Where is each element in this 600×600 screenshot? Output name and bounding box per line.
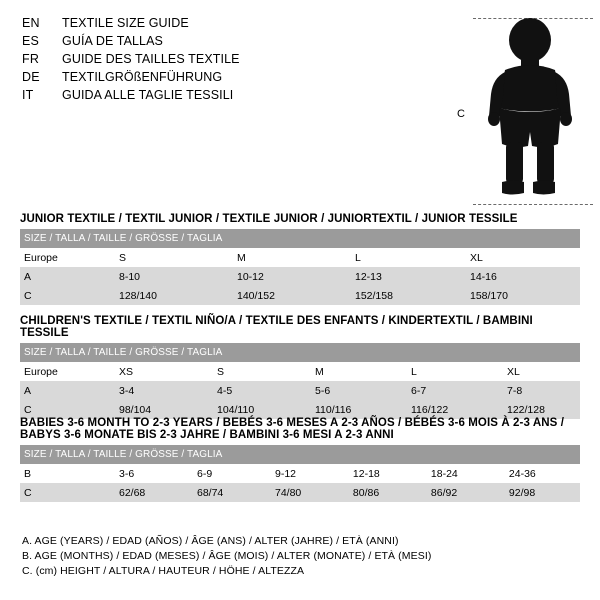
row-label: C [20,286,115,305]
language-code: ES [22,34,40,48]
section-childrens-textile [20,315,580,419]
legend-block [22,534,582,579]
row-label: A [20,267,115,286]
cell: XS [115,362,213,381]
table-row [20,248,580,267]
cell: 98/104 [115,400,213,419]
cell: 122/128 [503,400,580,419]
size-table-children [20,343,580,419]
language-title: GUIDE DES TAILLES TEXTILE [62,52,240,66]
cell: 12-18 [349,464,427,483]
cell: 152/158 [351,286,466,305]
cell: 5-6 [311,381,407,400]
cell: L [351,248,466,267]
row-label: Europe [20,248,115,267]
cell: 74/80 [271,483,349,502]
size-table-junior [20,229,580,305]
row-label: B [20,464,115,483]
language-code: DE [22,70,40,84]
cell: 24-36 [505,464,580,483]
cell: XL [466,248,580,267]
language-title: GUÍA DE TALLAS [62,34,163,48]
cell: S [115,248,233,267]
language-row [22,68,442,86]
cell: 7-8 [503,381,580,400]
cell: 4-5 [213,381,311,400]
language-title: TEXTILGRÖßENFÜHRUNG [62,70,223,84]
cell: 62/68 [115,483,193,502]
cell: 6-9 [193,464,271,483]
cell: L [407,362,503,381]
table-header-label: SIZE / TALLA / TAILLE / GRÖSSE / TAGLIA [20,445,580,464]
row-label: Europe [20,362,115,381]
table-header-row [20,445,580,464]
section-title: JUNIOR TEXTILE / TEXTIL JUNIOR / TEXTILE JUNIOR / JUNIORTEXTIL / JUNIOR TESSILE [20,213,518,225]
section-junior-textile [20,213,580,305]
language-title-block [22,14,442,104]
table-header-row [20,229,580,248]
section-title: CHILDREN'S TEXTILE / TEXTIL NIÑO/A / TEXTILE DES ENFANTS / KINDERTEXTIL / BAMBINI TESSILE [20,315,533,339]
language-title: TEXTILE SIZE GUIDE [62,16,189,30]
row-label: C [20,483,115,502]
language-row [22,14,442,32]
cell: 3-4 [115,381,213,400]
language-code: FR [22,52,40,66]
cell: 80/86 [349,483,427,502]
cell: 10-12 [233,267,351,286]
row-label: C [20,400,115,419]
table-row [20,286,580,305]
language-title: GUIDA ALLE TAGLIE TESSILI [62,88,234,102]
cell: M [233,248,351,267]
cell: XL [503,362,580,381]
table-row [20,464,580,483]
cell: M [311,362,407,381]
language-row [22,86,442,104]
table-row [20,381,580,400]
cell: 9-12 [271,464,349,483]
toddler-silhouette-icon [475,18,585,208]
cell: 86/92 [427,483,505,502]
cell: 14-16 [466,267,580,286]
cell: 158/170 [466,286,580,305]
cell: 6-7 [407,381,503,400]
cell: 128/140 [115,286,233,305]
legend-line-a: A. AGE (YEARS) / EDAD (AÑOS) / ÂGE (ANS) / ALTER (JAHRE) / ETÀ (ANNI) [22,535,399,547]
section-babies-textile [20,417,580,502]
size-table-babies [20,445,580,502]
table-row [20,362,580,381]
cell: 18-24 [427,464,505,483]
section-title: BABIES 3-6 MONTH TO 2-3 YEARS / BEBÉS 3-6 MESES A 2-3 AÑOS / BÉBÉS 3-6 MOIS À 2-3 ANS / BABYS 3-6 MONATE BIS 2-3 JAHRE / BAMBINI 3-6 MESI A 2-3 ANNI [20,417,564,441]
cell: 110/116 [311,400,407,419]
cell: 92/98 [505,483,580,502]
legend-line-c: C. (cm) HEIGHT / ALTURA / HAUTEUR / HÖHE / ALTEZZA [22,565,305,577]
cell: S [213,362,311,381]
language-row [22,50,442,68]
cell: 12-13 [351,267,466,286]
cell: 68/74 [193,483,271,502]
language-row [22,32,442,50]
measurement-figure [455,8,595,213]
cell: 3-6 [115,464,193,483]
table-row [20,483,580,502]
table-header-label: SIZE / TALLA / TAILLE / GRÖSSE / TAGLIA [20,343,580,362]
row-label: A [20,381,115,400]
language-code: IT [22,88,34,102]
language-code: EN [22,16,40,30]
cell: 104/110 [213,400,311,419]
table-row [20,267,580,286]
legend-line-b: B. AGE (MONTHS) / EDAD (MESES) / ÂGE (MOIS) / ALTER (MONATE) / ETÀ (MESI) [22,550,432,562]
cell: 140/152 [233,286,351,305]
table-header-label: SIZE / TALLA / TAILLE / GRÖSSE / TAGLIA [20,229,580,248]
table-header-row [20,343,580,362]
cell: 116/122 [407,400,503,419]
measure-label-c: C [457,108,465,120]
cell: 8-10 [115,267,233,286]
